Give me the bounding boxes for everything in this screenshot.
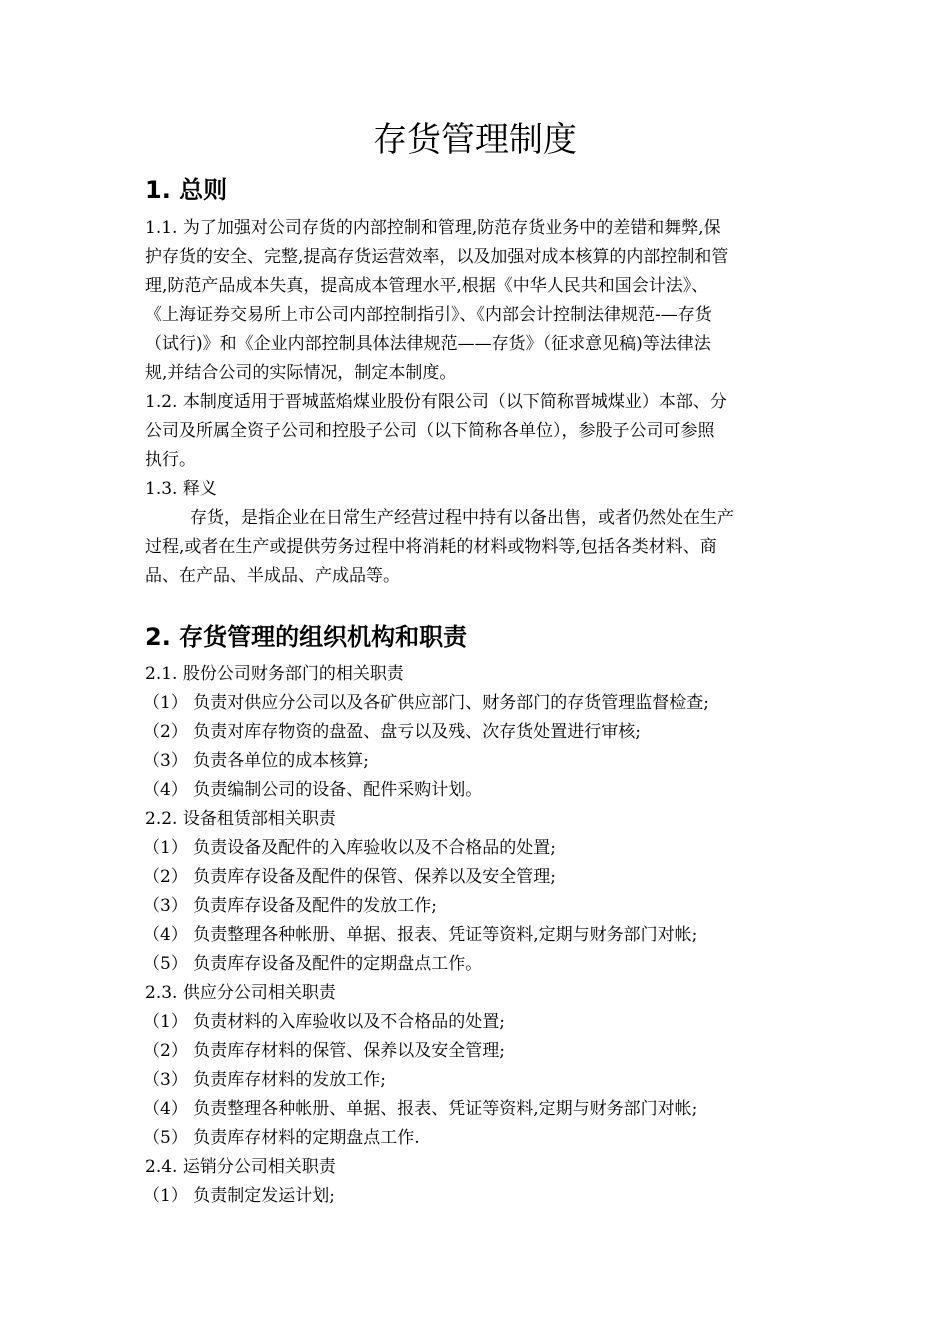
paragraph-line: 执行。 xyxy=(145,450,196,470)
subsection-heading: 2.1. 股份公司财务部门的相关职责 xyxy=(145,664,404,684)
list-item: （1） 负责制定发运计划; xyxy=(143,1186,335,1206)
list-item: （2） 负责库存设备及配件的保管、保养以及安全管理; xyxy=(143,867,556,887)
paragraph-line: 过程,或者在生产或提供劳务过程中将消耗的材料或物料等,包括各类材料、商 xyxy=(145,537,717,557)
paragraph-line: 护存货的安全、完整,提高存货运营效率，以及加强对成本核算的内部控制和管 xyxy=(145,247,729,267)
paragraph-line: 存货，是指企业在日常生产经营过程中持有以备出售，或者仍然处在生产 xyxy=(190,508,734,528)
list-item: （1） 负责对供应分公司以及各矿供应部门、财务部门的存货管理监督检查; xyxy=(143,693,709,713)
paragraph-line: 公司及所属全资子公司和控股子公司（以下简称各单位），参股子公司可参照 xyxy=(145,421,715,441)
list-item: （2） 负责库存材料的保管、保养以及安全管理; xyxy=(143,1041,505,1061)
list-item: （3） 负责库存材料的发放工作; xyxy=(143,1070,386,1090)
list-item: （1） 负责材料的入库验收以及不合格品的处置; xyxy=(143,1012,505,1032)
page-title: 存货管理制度 xyxy=(373,120,577,160)
paragraph-line: 1.2. 本制度适用于晋城蓝焰煤业股份有限公司（以下简称晋城煤业）本部、分 xyxy=(145,392,727,412)
paragraph-line: 《上海证券交易所上市公司内部控制指引》、《内部会计控制法律规范-—存货 xyxy=(145,305,712,325)
subsection-heading: 2.4. 运销分公司相关职责 xyxy=(145,1157,336,1177)
section-heading-1: 1. 总则 xyxy=(145,176,228,204)
section-heading-2: 2. 存货管理的组织机构和职责 xyxy=(145,623,468,651)
list-item: （1） 负责设备及配件的入库验收以及不合格品的处置; xyxy=(143,838,556,858)
paragraph-line: 理,防范产品成本失真，提高成本管理水平,根据《中华人民共和国会计法》、 xyxy=(145,276,709,296)
subsection-heading: 2.3. 供应分公司相关职责 xyxy=(145,983,336,1003)
list-item: （4） 负责整理各种帐册、单据、报表、凭证等资料,定期与财务部门对帐; xyxy=(143,925,698,945)
subsection-heading: 1.3. 释义 xyxy=(145,479,217,499)
subsection-heading: 2.2. 设备租赁部相关职责 xyxy=(145,809,336,829)
list-item: （2） 负责对库存物资的盘盈、盘亏以及残、次存货处置进行审核; xyxy=(143,722,641,742)
paragraph-line: 1.1. 为了加强对公司存货的内部控制和管理,防范存货业务中的差错和舞弊,保 xyxy=(145,218,721,238)
paragraph-line: 品、在产品、半成品、产成品等。 xyxy=(145,566,400,586)
paragraph-line: 规,并结合公司的实际情况，制定本制度。 xyxy=(145,363,457,383)
list-item: （4） 负责整理各种帐册、单据、报表、凭证等资料,定期与财务部门对帐; xyxy=(143,1099,698,1119)
list-item: （4） 负责编制公司的设备、配件采购计划。 xyxy=(143,780,483,800)
list-item: （5） 负责库存材料的定期盘点工作. xyxy=(143,1128,420,1148)
list-item: （5） 负责库存设备及配件的定期盘点工作。 xyxy=(143,954,483,974)
list-item: （3） 负责库存设备及配件的发放工作; xyxy=(143,896,437,916)
list-item: （3） 负责各单位的成本核算; xyxy=(143,751,369,771)
paragraph-line: （试行)》和《企业内部控制具体法律规范——存货》（征求意见稿)等法律法 xyxy=(145,334,711,354)
